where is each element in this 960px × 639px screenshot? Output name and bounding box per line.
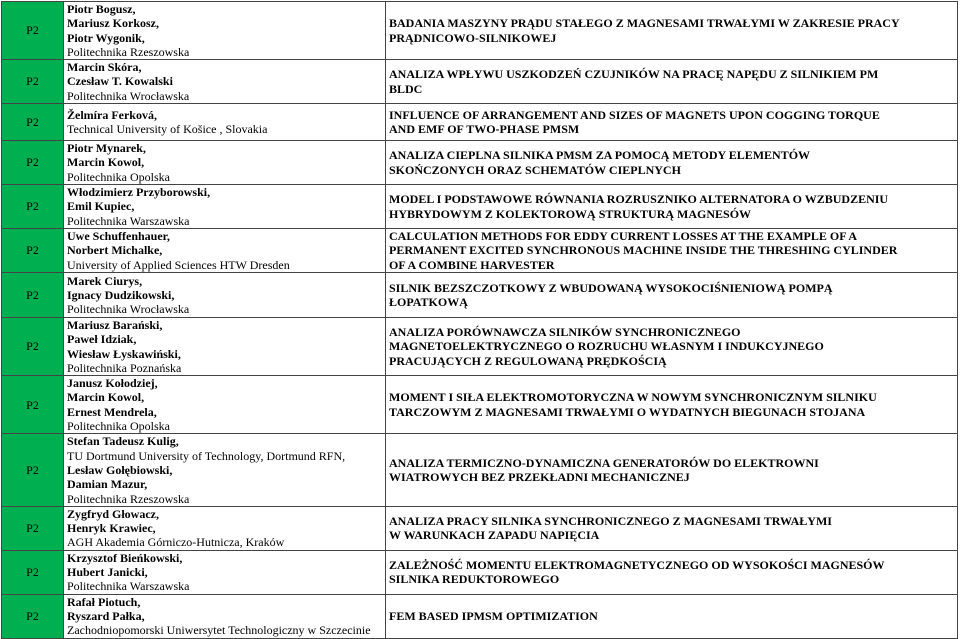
paper-title-line: MOMENT I SIŁA ELEKTROMOTORYCZNA W NOWYM SYNCHRONICZNYM SILNIKU bbox=[389, 390, 877, 405]
paper-title bbox=[386, 272, 958, 317]
author-name: Henryk Krawiec, bbox=[67, 521, 156, 536]
paper-title-line: ANALIZA CIEPLNA SILNIKA PMSM ZA POMOCĄ METODY ELEMENTÓW bbox=[389, 148, 811, 163]
paper-title bbox=[386, 104, 958, 141]
paper-title-line: INFLUENCE OF ARRANGEMENT AND SIZES OF MAGNETS UPON COGGING TORQUE bbox=[389, 107, 880, 122]
authors-cell bbox=[64, 272, 386, 317]
paper-title bbox=[386, 317, 958, 375]
session-code: P2 bbox=[2, 60, 64, 104]
table-row bbox=[2, 2, 958, 60]
author-name: Paweł Idziak, bbox=[67, 332, 137, 347]
affiliation: Politechnika Opolska bbox=[67, 169, 170, 184]
author-name: Krzysztof Bieńkowski, bbox=[67, 550, 183, 565]
session-code: P2 bbox=[2, 317, 64, 375]
author-name: Damian Mazur, bbox=[67, 477, 148, 492]
session-code: P2 bbox=[2, 376, 64, 434]
author-name: Hubert Janicki, bbox=[67, 565, 148, 580]
paper-title-line: ANALIZA WPŁYWU USZKODZEŃ CZUJNIKÓW NA PRACĘ NAPĘDU Z SILNIKIEM PM bbox=[389, 67, 879, 82]
author-name: Uwe Schuffenhauer, bbox=[67, 229, 170, 244]
paper-title-line: MODEL I PODSTAWOWE RÓWNANIA ROZRUSZNIKO ALTERNATORA O WZBUDZENIU bbox=[389, 192, 889, 207]
paper-title-line: W WARUNKACH ZAPADU NAPIĘCIA bbox=[389, 528, 600, 543]
paper-title bbox=[386, 506, 958, 550]
paper-title bbox=[386, 60, 958, 104]
table-row bbox=[2, 376, 958, 434]
authors-cell bbox=[64, 317, 386, 375]
authors-cell bbox=[64, 550, 386, 594]
author-name: Marcin Skóra, bbox=[67, 60, 142, 75]
authors-cell bbox=[64, 594, 386, 638]
author-name: Piotr Mynarek, bbox=[67, 141, 146, 156]
paper-title-line: SKOŃCZONYCH ORAZ SCHEMATÓW CIEPLNYCH bbox=[389, 162, 681, 177]
paper-title-line: PRACUJĄCYCH Z REGULOWANĄ PRĘDKOŚCIĄ bbox=[389, 353, 667, 368]
author-name: Ignacy Dudzikowski, bbox=[67, 287, 175, 302]
table-row bbox=[2, 60, 958, 104]
paper-title-line: HYBRYDOWYM Z KOLEKTOROWĄ STRUKTURĄ MAGNESÓW bbox=[389, 206, 752, 221]
paper-title-line: AND EMF OF TWO-PHASE PMSM bbox=[389, 122, 580, 137]
author-name: Ernest Mendrela, bbox=[67, 404, 157, 419]
author-name: Ryszard Pałka, bbox=[67, 608, 145, 623]
author-name: Želmíra Ferková, bbox=[67, 107, 157, 122]
table-row bbox=[2, 594, 958, 638]
paper-title-line: FEM BASED IPMSM OPTIMIZATION bbox=[389, 608, 598, 623]
table-row bbox=[2, 317, 958, 375]
paper-title bbox=[386, 141, 958, 185]
paper-title bbox=[386, 185, 958, 229]
author-name: Emil Kupiec, bbox=[67, 199, 135, 214]
affiliation: Zachodniopomorski Uniwersytet Technologiczny w Szczecinie bbox=[67, 623, 371, 638]
author-name: Zygfryd Głowacz, bbox=[67, 506, 159, 521]
paper-title bbox=[386, 594, 958, 638]
session-code: P2 bbox=[2, 228, 64, 272]
author-name: Janusz Kołodziej, bbox=[67, 376, 158, 391]
paper-title-line: ANALIZA PORÓWNAWCZA SILNIKÓW SYNCHRONICZNEGO bbox=[389, 325, 741, 340]
author-name: Piotr Wygonik, bbox=[67, 30, 145, 45]
program-table-body bbox=[2, 2, 958, 639]
paper-title-line: WIATROWYCH BEZ PRZEKŁADNI MECHANICZNEJ bbox=[389, 470, 690, 485]
author-name: Wiesław Łyskawiński, bbox=[67, 346, 181, 361]
paper-title-line: ANALIZA TERMICZNO-DYNAMICZNA GENERATORÓW DO ELEKTROWNI bbox=[389, 455, 819, 470]
session-code: P2 bbox=[2, 594, 64, 638]
paper-title bbox=[386, 376, 958, 434]
author-name: Czesław T. Kowalski bbox=[67, 74, 173, 89]
table-row bbox=[2, 104, 958, 141]
authors-cell bbox=[64, 185, 386, 229]
author-name: Rafał Piotuch, bbox=[67, 594, 141, 609]
paper-title-line: SILNIK BEZSZCZOTKOWY Z WBUDOWANĄ WYSOKOCIŚNIENIOWĄ POMPĄ bbox=[389, 280, 833, 295]
table-row bbox=[2, 550, 958, 594]
author-name: Lesław Gołębiowski, bbox=[67, 462, 173, 477]
paper-title-line: ANALIZA PRACY SILNIKA SYNCHRONICZNEGO Z MAGNESAMI TRWAŁYMI bbox=[389, 513, 832, 528]
table-row bbox=[2, 272, 958, 317]
authors-cell bbox=[64, 376, 386, 434]
affiliation: University of Applied Sciences HTW Dresden bbox=[67, 257, 290, 272]
authors-cell bbox=[64, 506, 386, 550]
paper-title bbox=[386, 2, 958, 60]
affiliation: Technical University of Košice , Slovakia bbox=[67, 122, 268, 137]
affiliation: Politechnika Wrocławska bbox=[67, 88, 190, 103]
session-code: P2 bbox=[2, 104, 64, 141]
authors-cell bbox=[64, 434, 386, 506]
paper-title bbox=[386, 228, 958, 272]
session-code: P2 bbox=[2, 272, 64, 317]
author-name: Marcin Kowol, bbox=[67, 155, 145, 170]
author-name: Marek Ciurys, bbox=[67, 273, 143, 288]
affiliation: Politechnika Rzeszowska bbox=[67, 44, 190, 59]
affiliation: Politechnika Opolska bbox=[67, 419, 170, 434]
paper-title-line: PRĄDNICOWO-SILNIKOWEJ bbox=[389, 30, 557, 45]
paper-title-line: ŁOPATKOWĄ bbox=[389, 294, 468, 309]
author-name: Włodzimierz Przyborowski, bbox=[67, 185, 211, 200]
authors-cell bbox=[64, 104, 386, 141]
paper-title-line: CALCULATION METHODS FOR EDDY CURRENT LOSSES AT THE EXAMPLE OF A bbox=[389, 229, 858, 244]
paper-title-line: ZALEŻNOŚĆ MOMENTU ELEKTROMAGNETYCZNEGO OD WYSOKOŚCI MAGNESÓW bbox=[389, 557, 885, 572]
session-code: P2 bbox=[2, 2, 64, 60]
author-name: Marcin Kowol, bbox=[67, 390, 145, 405]
affiliation: Politechnika Rzeszowska bbox=[67, 491, 190, 506]
affiliation: Politechnika Warszawska bbox=[67, 579, 190, 594]
author-name: Mariusz Korkosz, bbox=[67, 16, 159, 31]
affiliation: Politechnika Warszawska bbox=[67, 213, 190, 228]
affiliation: Politechnika Poznańska bbox=[67, 360, 182, 375]
table-row bbox=[2, 141, 958, 185]
table-row bbox=[2, 228, 958, 272]
affiliation: Politechnika Wrocławska bbox=[67, 302, 190, 317]
affiliation: AGH Akademia Górniczo-Hutnicza, Kraków bbox=[67, 535, 285, 550]
paper-title bbox=[386, 550, 958, 594]
table-row bbox=[2, 506, 958, 550]
authors-cell bbox=[64, 2, 386, 60]
session-code: P2 bbox=[2, 434, 64, 506]
authors-cell bbox=[64, 228, 386, 272]
paper-title bbox=[386, 434, 958, 506]
session-code: P2 bbox=[2, 506, 64, 550]
author-name: Piotr Bogusz, bbox=[67, 2, 136, 16]
session-code: P2 bbox=[2, 185, 64, 229]
author-name: Mariusz Barański, bbox=[67, 317, 163, 332]
program-table bbox=[1, 1, 958, 639]
table-row bbox=[2, 185, 958, 229]
paper-title-line: BLDC bbox=[389, 81, 423, 96]
paper-title-line: BADANIA MASZYNY PRĄDU STAŁEGO Z MAGNESAMI TRWAŁYMI W ZAKRESIE PRACY bbox=[389, 16, 900, 31]
session-code: P2 bbox=[2, 550, 64, 594]
affiliation: TU Dortmund University of Technology, Dortmund RFN, bbox=[67, 448, 346, 463]
author-name: Stefan Tadeusz Kulig, bbox=[67, 434, 179, 449]
authors-cell bbox=[64, 141, 386, 185]
paper-title-line: MAGNETOELEKTRYCZNEGO O ROZRUCHU WŁASNYM I INDUKCYJNEGO bbox=[389, 339, 824, 354]
authors-cell bbox=[64, 60, 386, 104]
author-name: Norbert Michalke, bbox=[67, 243, 163, 258]
paper-title-line: TARCZOWYM Z MAGNESAMI TRWAŁYMI O WYDATNYCH BIEGUNACH STOJANA bbox=[389, 404, 866, 419]
paper-title-line: PERMANENT EXCITED SYNCHRONOUS MACHINE INSIDE THE THRESHING CYLINDER bbox=[389, 243, 898, 258]
table-row bbox=[2, 434, 958, 506]
paper-title-line: SILNIKA REDUKTOROWEGO bbox=[389, 572, 560, 587]
paper-title-line: OF A COMBINE HARVESTER bbox=[389, 257, 555, 272]
session-code: P2 bbox=[2, 141, 64, 185]
